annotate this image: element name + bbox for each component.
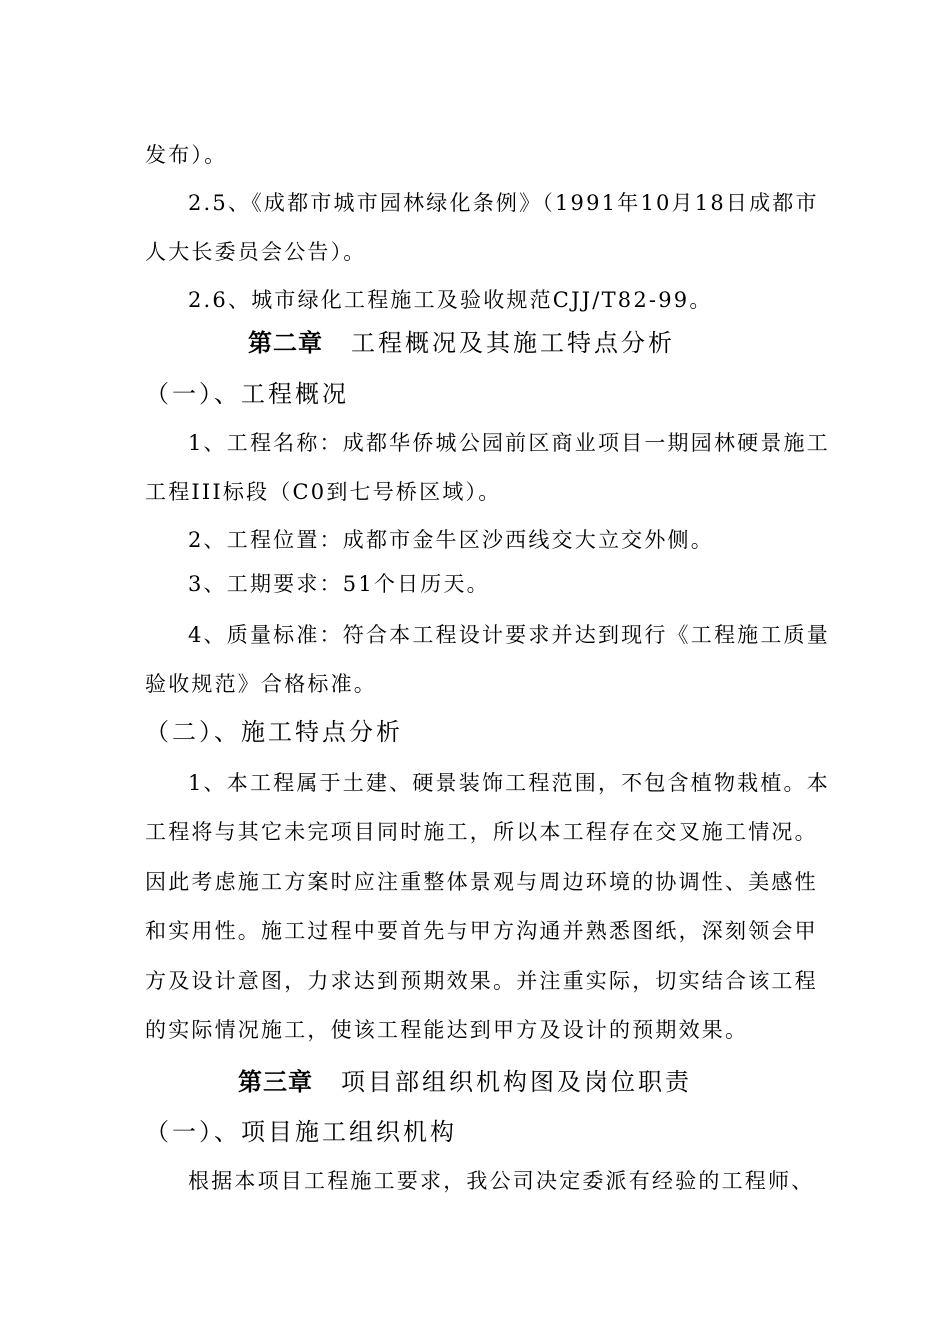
chapter-number: 第二章	[248, 329, 323, 357]
paragraph-line: 验收规范》合格标准。	[145, 672, 377, 696]
paragraph-line: 1、本工程属于土建、硬景装饰工程范围，不包含植物栽植。本	[188, 771, 830, 795]
paragraph-line: 2.5、《成都市城市园林绿化条例》（1991年10月18日成都市	[188, 191, 819, 215]
section-heading: （一）、项目施工组织机构	[145, 1118, 457, 1146]
section-heading: （一）、工程概况	[145, 380, 349, 408]
chapter-heading	[238, 1066, 692, 1098]
paragraph-line: 2.6、城市绿化工程施工及验收规范CJJ/T82-99。	[188, 288, 713, 312]
paragraph-line: 1、工程名称：成都华侨城公园前区商业项目一期园林硬景施工	[188, 431, 830, 455]
paragraph-line: 2、工程位置：成都市金牛区沙西线交大立交外侧。	[188, 528, 714, 552]
paragraph-line: 根据本项目工程施工要求，我公司决定委派有经验的工程师、	[188, 1169, 815, 1193]
paragraph-line: 3、工期要求：51个日历天。	[188, 572, 490, 596]
chapter-title: 项目部组织机构图及岗位职责	[341, 1068, 692, 1096]
chapter-title: 工程概况及其施工特点分析	[351, 329, 675, 357]
paragraph-line: 的实际情况施工，使该工程能达到甲方及设计的预期效果。	[145, 1018, 749, 1042]
paragraph-line: 方及设计意图，力求达到预期效果。并注重实际，切实结合该工程	[145, 969, 818, 993]
paragraph-line: 人大长委员会公告）。	[145, 240, 367, 264]
paragraph-line: 因此考虑施工方案时应注重整体景观与周边环境的协调性、美感性	[145, 870, 818, 894]
paragraph-line: 4、质量标准：符合本工程设计要求并达到现行《工程施工质量	[188, 623, 830, 647]
paragraph-line: 发布）。	[145, 143, 228, 167]
chapter-heading	[248, 327, 675, 359]
paragraph-line: 和实用性。施工过程中要首先与甲方沟通并熟悉图纸，深刻领会甲	[145, 919, 818, 943]
paragraph-line: 工程将与其它未完项目同时施工，所以本工程存在交叉施工情况。	[145, 820, 818, 844]
paragraph-line: 工程III标段（C0到七号桥区域）。	[145, 480, 502, 504]
section-heading: （二）、施工特点分析	[145, 718, 403, 746]
chapter-number: 第三章	[238, 1068, 313, 1096]
